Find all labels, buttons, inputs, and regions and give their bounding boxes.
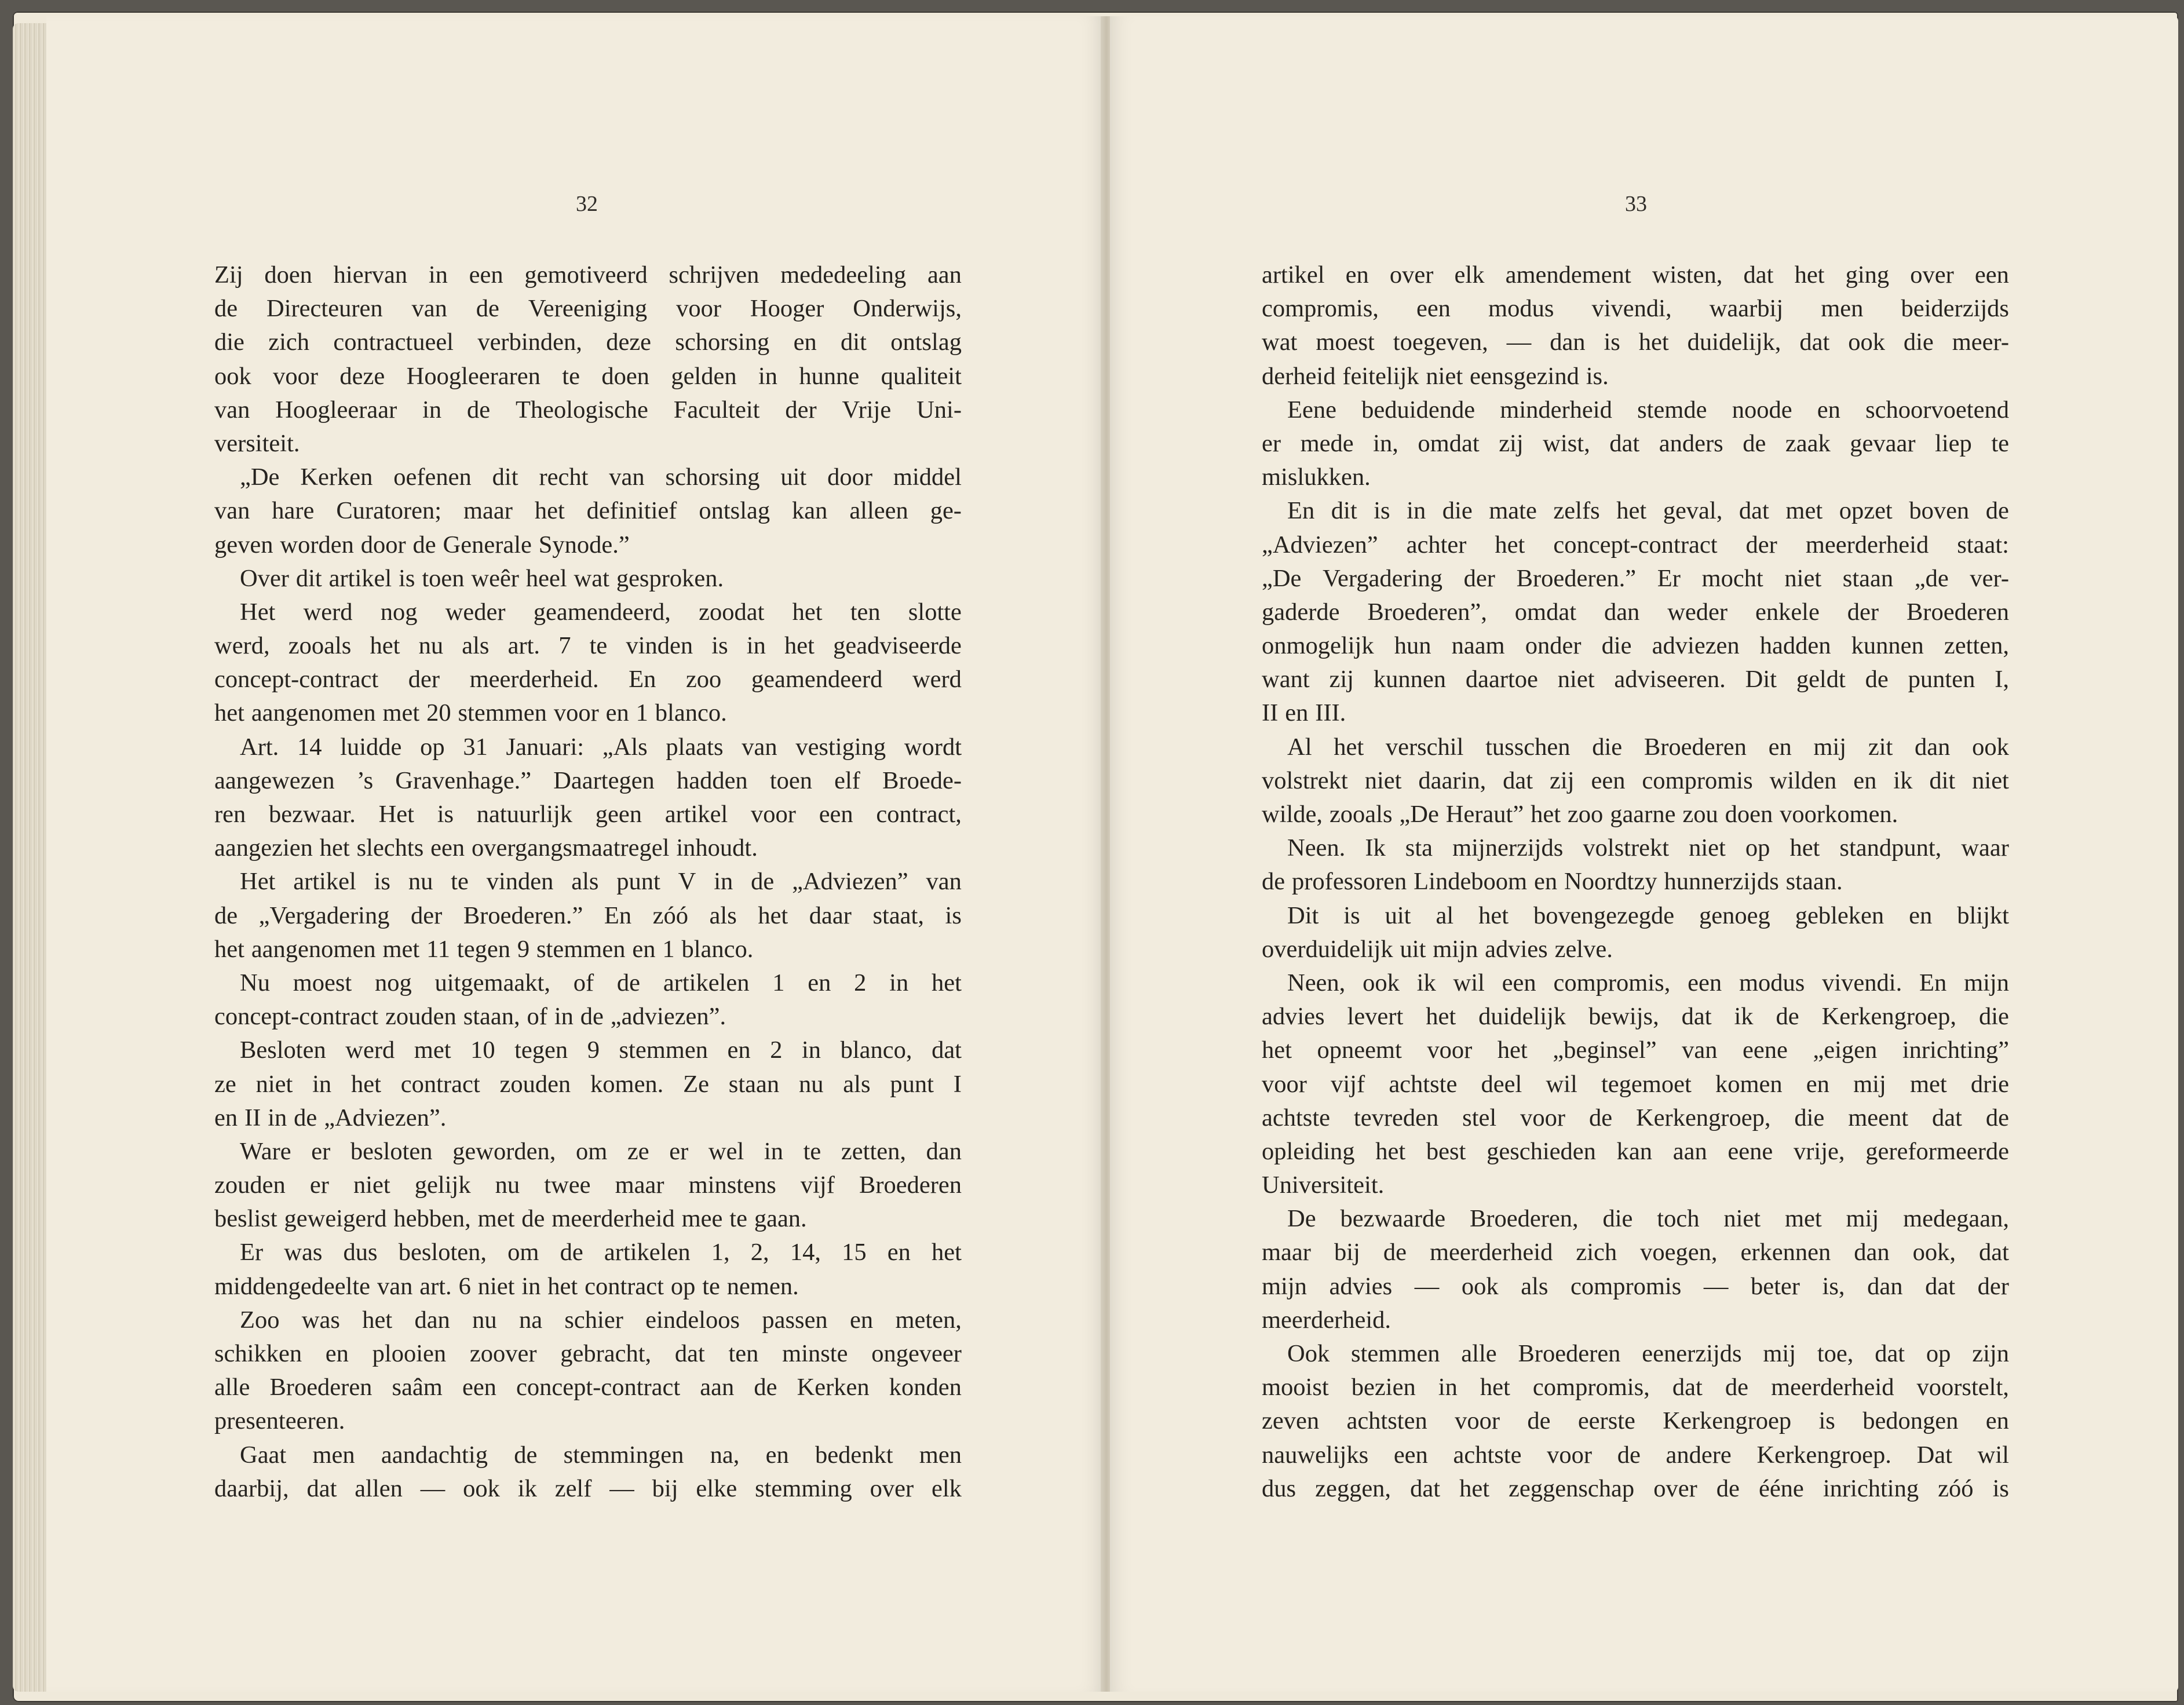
- text-line: versiteit.: [214, 429, 300, 457]
- text-line: concept-contract zouden staan, of in de „adviezen”.: [214, 1003, 726, 1031]
- text-line: voor vijf achtste deel wil tegemoet komen en mij met drie: [1262, 1070, 2009, 1098]
- text-line: nauwelijks een achtste voor de andere Kerkengroep. Dat wil: [1262, 1441, 2009, 1469]
- text-line: en II in de „Adviezen”.: [214, 1104, 447, 1131]
- text-line: ren bezwaar. Het is natuurlijk geen artikel voor een contract,: [214, 801, 962, 828]
- text-line: de Directeuren van de Vereeniging voor Hooger Onderwijs,: [214, 295, 962, 323]
- text-line: ze niet in het contract zouden komen. Ze staan nu als punt I: [214, 1070, 962, 1098]
- text-line: mislukken.: [1262, 463, 1371, 491]
- text-line: compromis, een modus vivendi, waarbij men beiderzijds: [1262, 295, 2009, 323]
- text-line: Ook stemmen alle Broederen eenerzijds mij toe, dat op zijn: [1287, 1340, 2009, 1367]
- text-line: het opneemt voor het „beginsel” van eene „eigen inrichting”: [1262, 1036, 2009, 1064]
- text-line: beslist geweigerd hebben, met de meerderheid mee te gaan.: [214, 1205, 807, 1233]
- text-line: Zoo was het dan nu na schier eindeloos passen en meten,: [240, 1306, 962, 1334]
- text-line: De bezwaarde Broederen, die toch niet met mij medegaan,: [1287, 1205, 2009, 1233]
- text-line: van Hoogleeraar in de Theologische Faculteit der Vrije Uni-: [214, 396, 962, 423]
- text-line: Art. 14 luidde op 31 Januari: „Als plaats van vestiging wordt: [240, 733, 962, 761]
- text-line: ook voor deze Hoogleeraren te doen gelden in hunne qualiteit: [214, 362, 962, 390]
- text-line: onmogelijk hun naam onder die adviezen hadden kunnen zetten,: [1262, 632, 2009, 660]
- text-line: gaderde Broederen”, omdat dan weder enkele der Broederen: [1262, 598, 2009, 626]
- text-line: Nu moest nog uitgemaakt, of de artikelen 1 en 2 in het: [240, 969, 962, 996]
- text-line: concept-contract der meerderheid. En zoo geamendeerd werd: [214, 666, 962, 693]
- text-line: advies levert het duidelijk bewijs, dat ik de Kerkengroep, die: [1262, 1003, 2009, 1031]
- page-number: 33: [1625, 192, 1647, 216]
- text-line: daarbij, dat allen — ook ik zelf — bij elke stemming over elk: [214, 1474, 962, 1502]
- left-page: [46, 16, 1104, 1692]
- text-line: Het artikel is nu te vinden als punt V in de „Adviezen” van: [240, 868, 962, 896]
- text-line: derheid feitelijk niet eensgezind is.: [1262, 362, 1609, 390]
- text-line: overduidelijk uit mijn advies zelve.: [1262, 935, 1613, 963]
- text-line: Het werd nog weder geamendeerd, zoodat het ten slotte: [240, 598, 962, 626]
- text-line: artikel en over elk amendement wisten, dat het ging over een: [1262, 261, 2009, 289]
- page-body-text: [214, 258, 962, 1506]
- text-line: volstrekt niet daarin, dat zij een compromis wilden en ik dit niet: [1262, 766, 2009, 794]
- right-page: [1110, 16, 2178, 1692]
- text-line: aangezien het slechts een overgangsmaatregel inhoudt.: [214, 834, 758, 862]
- text-line: En dit is in die mate zelfs het geval, dat met opzet boven de: [1287, 497, 2009, 525]
- text-line: Universiteit.: [1262, 1171, 1385, 1199]
- text-line: II en III.: [1262, 699, 1346, 727]
- text-line: „De Vergadering der Broederen.” Er mocht niet staan „de ver-: [1262, 564, 2009, 592]
- text-line: maar bij de meerderheid zich voegen, erkennen dan ook, dat: [1262, 1239, 2009, 1266]
- text-line: achtste tevreden stel voor de Kerkengroep, die meent dat de: [1262, 1104, 2009, 1131]
- text-line: de „Vergadering der Broederen.” En zóó als het daar staat, is: [214, 901, 962, 929]
- text-line: het aangenomen met 20 stemmen voor en 1 blanco.: [214, 699, 727, 727]
- text-line: middengedeelte van art. 6 niet in het contract op te nemen.: [214, 1272, 799, 1300]
- text-line: presenteeren.: [214, 1407, 345, 1435]
- text-line: het aangenomen met 11 tegen 9 stemmen en 1 blanco.: [214, 935, 754, 963]
- text-line: „Adviezen” achter het concept-contract der meerderheid staat:: [1262, 531, 2009, 558]
- text-line: mooist bezien in het compromis, dat de meerderheid voorstelt,: [1262, 1374, 2009, 1401]
- text-line: Ware er besloten geworden, om ze er wel in te zetten, dan: [240, 1137, 962, 1165]
- text-line: zouden er niet gelijk nu twee maar minstens vijf Broederen: [214, 1171, 962, 1199]
- page-number: 32: [576, 192, 598, 216]
- text-line: er mede in, omdat zij wist, dat anders de zaak gevaar liep te: [1262, 429, 2009, 457]
- text-line: zeven achtsten voor de eerste Kerkengroep is bedongen en: [1262, 1407, 2009, 1435]
- text-line: Gaat men aandachtig de stemmingen na, en bedenkt men: [240, 1441, 962, 1469]
- text-line: van hare Curatoren; maar het definitief ontslag kan alleen ge-: [214, 497, 962, 525]
- text-line: opleiding het best geschieden kan aan eene vrije, gereformeerde: [1262, 1137, 2009, 1165]
- text-line: Besloten werd met 10 tegen 9 stemmen en 2 in blanco, dat: [240, 1036, 962, 1064]
- text-line: Neen. Ik sta mijnerzijds volstrekt niet op het standpunt, waar: [1287, 834, 2009, 862]
- text-line: dus zeggen, dat het zeggenschap over de ééne inrichting zóó is: [1262, 1474, 2009, 1502]
- text-line: de professoren Lindeboom en Noordtzy hunnerzijds staan.: [1262, 868, 1843, 896]
- text-line: aangewezen ’s Gravenhage.” Daartegen hadden toen elf Broede-: [214, 766, 962, 794]
- text-line: meerderheid.: [1262, 1306, 1392, 1334]
- text-line: want zij kunnen daartoe niet adviseeren. Dit geldt de punten I,: [1262, 666, 2009, 693]
- text-line: mijn advies — ook als compromis — beter is, dan dat der: [1262, 1272, 2009, 1300]
- text-line: wat moest toegeven, — dan is het duidelijk, dat ook die meer-: [1262, 328, 2009, 356]
- text-line: Eene beduidende minderheid stemde noode en schoorvoetend: [1287, 396, 2009, 423]
- text-line: Neen, ook ik wil een compromis, een modus vivendi. En mijn: [1287, 969, 2009, 996]
- text-line: schikken en plooien zoover gebracht, dat ten minste ongeveer: [214, 1340, 962, 1367]
- text-line: Er was dus besloten, om de artikelen 1, 2, 14, 15 en het: [240, 1239, 962, 1266]
- text-line: werd, zooals het nu als art. 7 te vinden is in het geadviseerde: [214, 632, 962, 660]
- text-line: Dit is uit al het bovengezegde genoeg gebleken en blijkt: [1287, 901, 2009, 929]
- text-line: „De Kerken oefenen dit recht van schorsing uit door middel: [240, 463, 962, 491]
- text-line: Al het verschil tusschen die Broederen en mij zit dan ook: [1287, 733, 2009, 761]
- text-line: wilde, zooals „De Heraut” het zoo gaarne zou doen voorkomen.: [1262, 801, 1898, 828]
- text-line: geven worden door de Generale Synode.”: [214, 531, 630, 558]
- text-line: alle Broederen saâm een concept-contract aan de Kerken konden: [214, 1374, 962, 1401]
- text-line: die zich contractueel verbinden, deze schorsing en dit ontslag: [214, 328, 962, 356]
- text-line: Over dit artikel is toen weêr heel wat gesproken.: [240, 564, 724, 592]
- page-body-text: [1262, 258, 2009, 1506]
- text-line: Zij doen hiervan in een gemotiveerd schrijven mededeeling aan: [214, 261, 962, 289]
